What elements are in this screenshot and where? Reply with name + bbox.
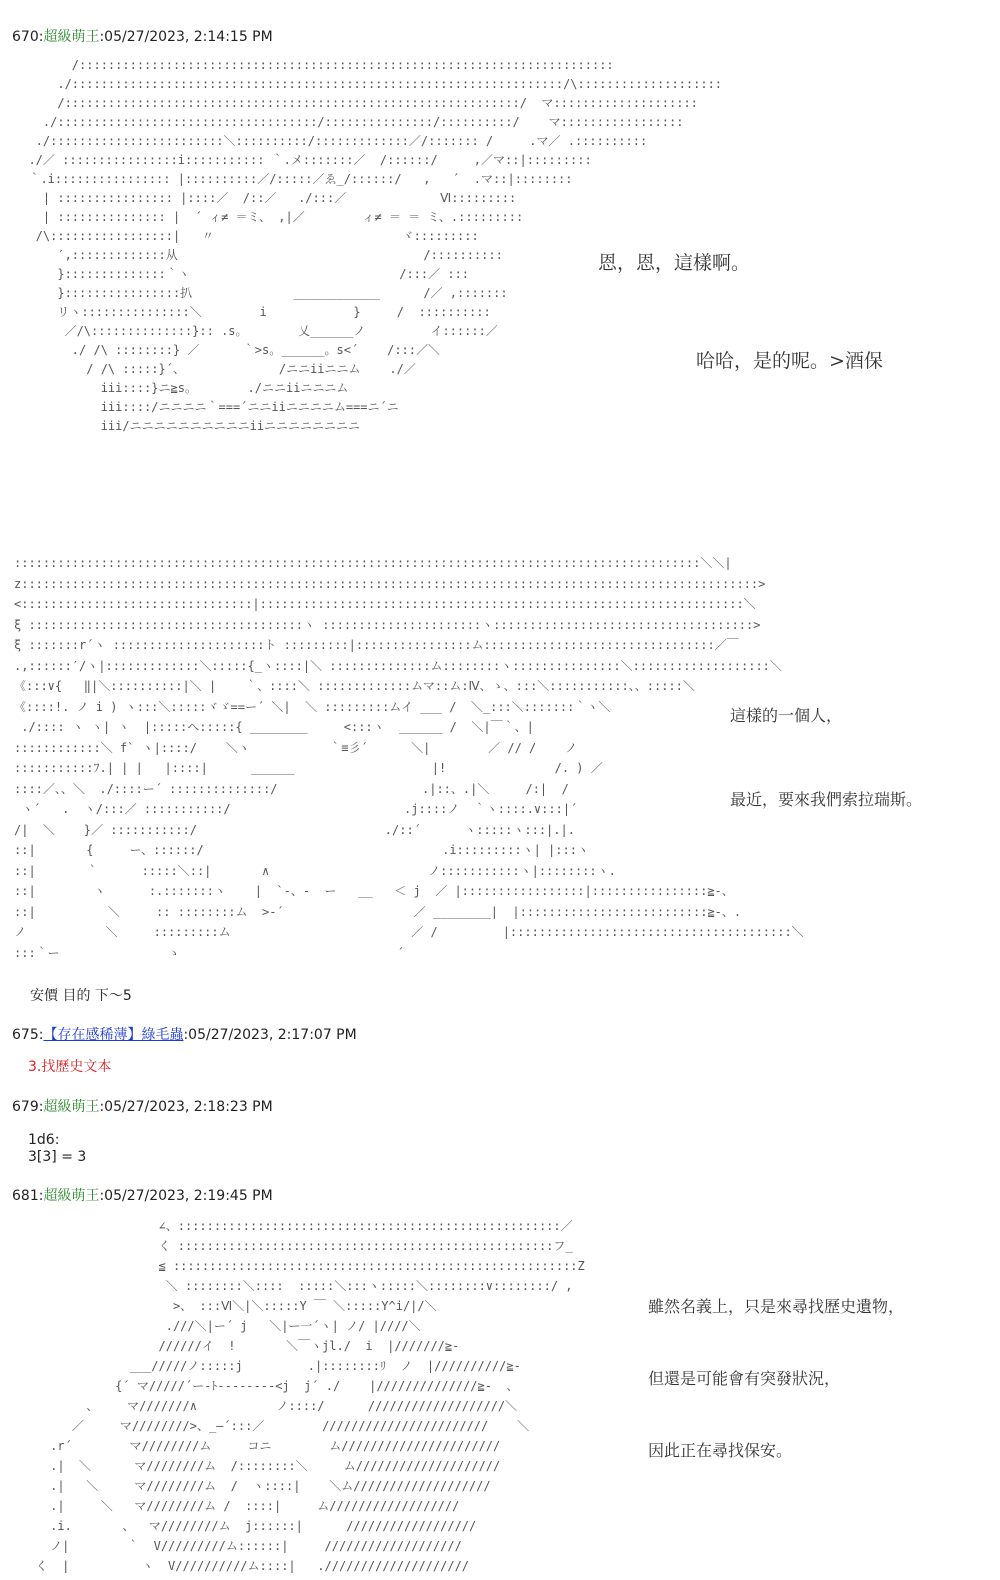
post-header: 670:超級萌王:05/27/2023, 2:14:15 PM (12, 29, 273, 45)
poster-name: 超級萌王 (43, 1188, 100, 1204)
ascii-art-character: /:::::::::::::::::::::::::::::::::::::::::::::::::::::::::::::::::::::::::: ./::::::::::::::::::::::::::::::::::::::::::::::::::::::::::::::::::::/\:::::::::::::::::::: /:::::::::::::::::::::::::::::::::::::::::::::::::::::::::::::::/ マ:::::::::::::::::::: ./::::::::::::::::::::::::::::::::::::/:::::::::::::::/::::::::::/ マ::::::::::::::::: ./::::::::::::::::::::::::＼::::::::::/:::::::::::::／/::::::: / .マ／ .:::::::::: ./／ ::::::::::::::::i::::::::::: ｀.メ:::::::／ /::::::/ ,／マ::|::::::::: ｀.i:::::::::::::::: |::::::::::／/:::::／ゑ_/::::::/ , ´ .マ::|:::::::: | :::::::::::::::: |::::／ /::／ ./:::／ Ⅵ::::::::: | ::::::::::::::: | ´ ィ≠ ＝ミ、 ,|／ ィ≠ ＝ ＝ ミ、.::::::::: /\:::::::::::::::::| 〃 ヾ::::::::: ′,:::::::::::::从 /:::::::::: }::::::::::::::｀ヽ /:::／ ::: }::::::::::::::::扒 ____________ /／ ,::::::: リヽ:::::::::::::::＼ i } / :::::::::: ／/\::::::::::::::}:: .s。 乂______ノ イ::::::／ ./ /\ ::::::::} ／ ｀>s。______。s<´ /:::／＼ / /\ :::::}´、 /ニニiiニニム ./／ iii::::}ニ≧s。 ./ニニiiニニニム iii::::/ニニニニ｀===´ニニiiニニニニム===ニ´ニ iii/ニニニニニニニニニニiiニニニニニニニニ (28, 58, 723, 433)
post-body: 3.找歷史文本 (28, 1059, 112, 1075)
post-number: 679 (12, 1099, 39, 1115)
dialogue-line: 因此正在尋找保安。 (648, 1441, 793, 1460)
ascii-art-scene: :::::::::::::::::::::::::::::::::::::::::::::::::::::::::::::::::::::::::::::::::::::::::::::::＼＼| z::::::::::::::::::::::::::::::::::::::::::::::::::::::::::::::::::::::::::::::::::::::::::::::::::::::> <::::::::::::::::::::::::::::::::|:::::::::::::::::::::::::::::::::::::::::::::::::::::::::::::::::::＼ ξ ::::::::::::::::::::::::::::::::::::::ヽ ::::::::::::::::::::::ヽ::::::::::::::::::::::::::::::::::::> ξ :::::::r´ヽ :::::::::::::::::::::ト :::::::::|::::::::::::::::ム::::::::::::::::::::::::::::::::／￣ .,::::::′/ヽ|:::::::::::::＼:::::{_ヽ::::|＼ ::::::::::::::ム::::::::ヽ:::::::::::::::＼:::::::::::::::::::＼ 《:::∨{ ‖|＼::::::::::|＼ | ｀、::::＼ :::::::::::::ムマ::ム:Ⅳ、ゝ、:::＼:::::::::::、、:::::＼ 《::::!. ノ i ) ヽ:::＼:::::ヾゞ==ー´ ＼| ＼ :::::::::ムイ ___ / ＼_:::＼:::::::｀ヽ＼ ./:::: ヽ ヽ| ヽ |:::::へ:::::{ ________ <:::ヽ ______ / ＼|￣｀、| ::::::::::::＼ f` ヽ|::::/ ＼ヽ ｀≡彡´ ＼| ／ // / ノ :::::::::::ﾌ.| | | |::::| ______ |! /. ) ／ ::::／、、＼ ./::::ー´ ::::::::::::::/ .|::、.|＼ /:| / ヽ´ . ヽ/:::／ :::::::::::/ .j::::ノ ｀ヽ::::.∨:::|´ /| ＼ }／ :::::::::::/ ./::´ ヽ:::::ヽ:::|.|. ::| { ー、::::::/ .i:::::::::ヽ| |:::ヽ ::| ｀ :::::＼::| ∧ ノ:::::::::::ヽ|::::::::ヽ. ::| ヽ :.:::::::ヽ | `-、- ー __ ＜ j ／ |:::::::::::::::::|::::::::::::::::≧-、 ::| ＼ :: ::::::::ム >-´ ／ ________| |::::::::::::::::::::::::::≧-、. ノ ＼ :::::::::ム ／ / |:::::::::::::::::::::::::::::::::::::::＼ :::｀ー ゝ ´ (14, 556, 804, 960)
dialogue-line: 雖然名義上，只是來尋找歷史遺物， (648, 1297, 905, 1316)
post-timestamp: 05/27/2023, 2:17:07 PM (188, 1027, 357, 1043)
poster-name-link[interactable]: 【存在感稀薄】綠毛蟲 (43, 1027, 184, 1043)
dialogue-line: 哈哈，是的呢。>酒保 (696, 350, 883, 372)
post-footer-text: 安價 目的 下～5 (30, 988, 132, 1004)
dialogue-line: 但還是可能會有突發狀況， (648, 1369, 841, 1388)
post-timestamp: 05/27/2023, 2:19:45 PM (104, 1188, 273, 1204)
post-number: 670 (12, 29, 39, 45)
post-header: 681:超級萌王:05/27/2023, 2:19:45 PM (12, 1188, 273, 1204)
post-timestamp: 05/27/2023, 2:18:23 PM (104, 1099, 273, 1115)
dialogue-line: 這樣的一個人， (730, 706, 843, 725)
post-header: 675:【存在感稀薄】綠毛蟲:05/27/2023, 2:17:07 PM (12, 1027, 357, 1043)
poster-name: 超級萌王 (43, 1099, 100, 1115)
post-header: 679:超級萌王:05/27/2023, 2:18:23 PM (12, 1099, 273, 1115)
dialogue-line: 恩，恩，這樣啊。 (598, 252, 751, 274)
post-number: 675 (12, 1027, 39, 1043)
post-timestamp: 05/27/2023, 2:14:15 PM (104, 29, 273, 45)
dialogue-line: 最近，要來我們索拉瑞斯。 (730, 790, 923, 809)
ascii-art-character: ∠、:::::::::::::::::::::::::::::::::::::::::::::::::::::／ く ::::::::::::::::::::::::::::::::::::::::::::::::::::フ_ ≦ ::::::::::::::::::::::::::::::::::::::::::::::::::::::::Z ＼ ::::::::＼:::: :::::＼:::ヽ:::::＼::::::::∨::::::::/ , >、 :::Ⅵ＼|＼:::::Y ￣ ＼:::::Y^i/|/＼ .///＼|ー´ j ＼|ー一´ヽ| ノ/ |////＼ //////イ ! ＼￣ヽjl./ i |///////≧- ___/////ノ:::::j .|::::::::ﾘ ノ |//////////≧- {´ マ/////´ー‐ﾄ--------<j j´ ./ |//////////////≧- 、 、 マ///////∧ ノ::::/ ///////////////////＼ ／ マ////////>、_—´:::／ /////////////////////// ＼ .r´ マ////////ム コニ ム////////////////////// .| ＼ マ////////ム /::::::::＼ ム//////////////////// .| ＼ マ////////ム / ヽ::::| ＼ム/////////////////// .| ＼ マ////////ム / ::::| ム////////////////// .i. 、 マ////////ム j::::::| ////////////////// ノ| ｀ V/////////ム::::::| /////////////////// く | ヽ V//////////ム::::| .//////////////////// (35, 1219, 585, 1573)
dice-roll-result: 1d6: 3[3] = 3 (28, 1132, 87, 1165)
post-number: 681 (12, 1188, 39, 1204)
poster-name: 超級萌王 (43, 29, 100, 45)
